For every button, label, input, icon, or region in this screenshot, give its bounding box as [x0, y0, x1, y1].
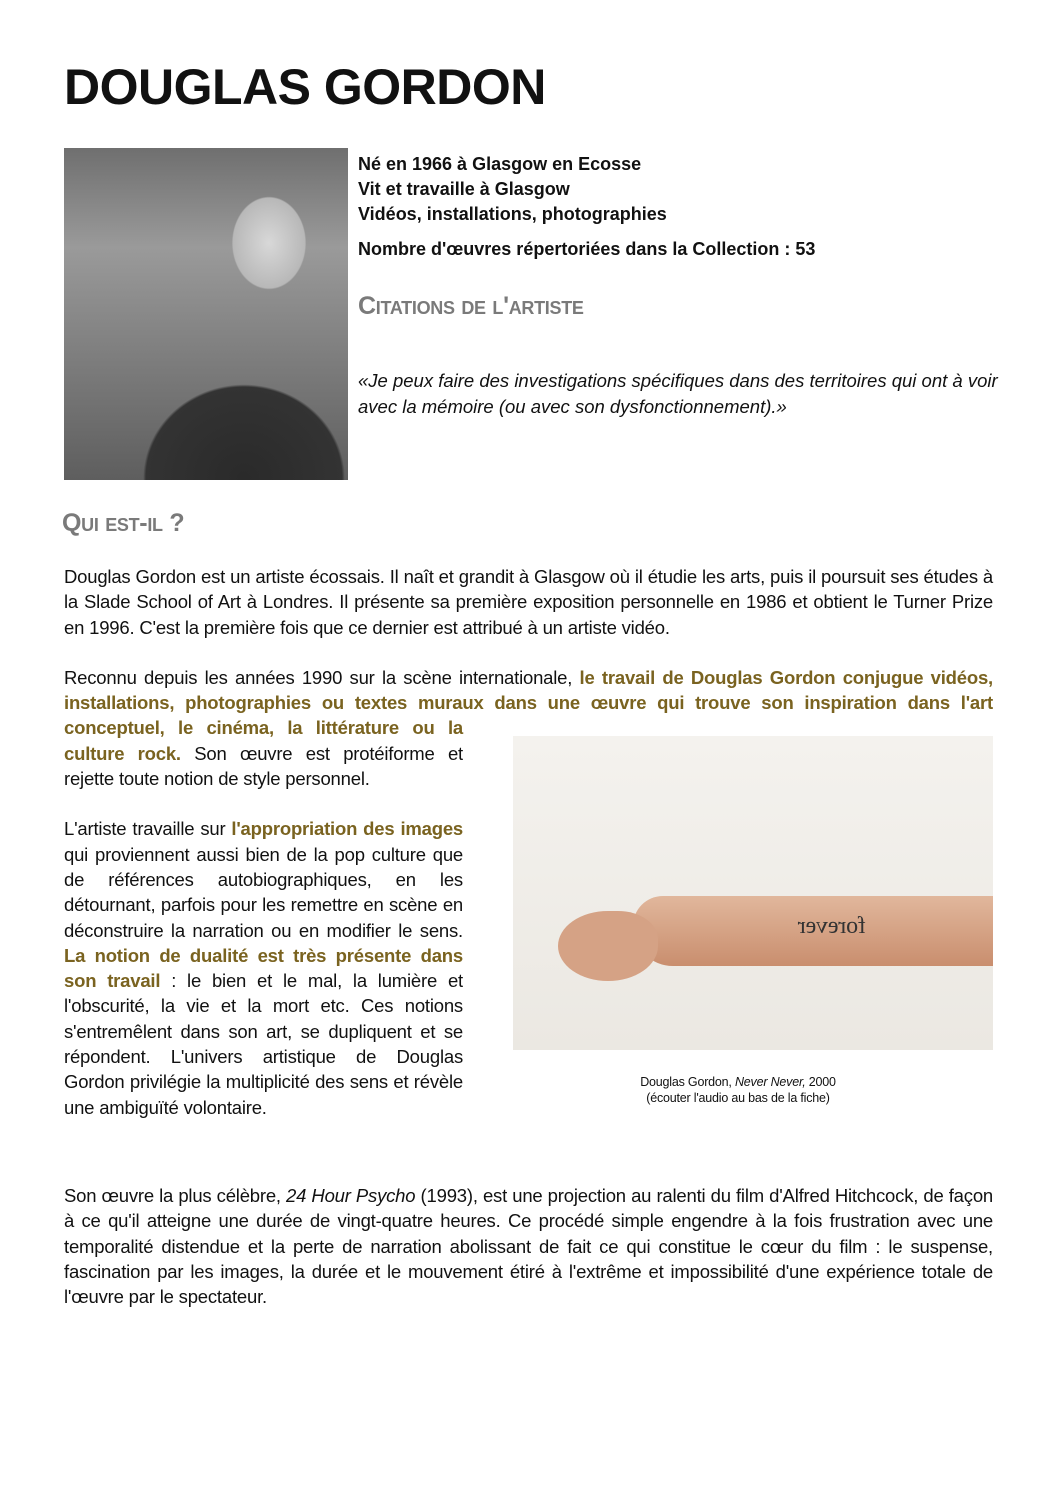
media-info: Vidéos, installations, photographies [358, 204, 667, 224]
artist-portrait-photo [64, 148, 348, 480]
citations-heading: Citations de l'artiste [358, 292, 584, 320]
artist-info [358, 152, 998, 262]
artist-quote: «Je peux faire des investigations spécifiques dans des territoires qui ont à voir avec la mémoire (ou avec son dysfonctionnement).» [358, 370, 998, 417]
highlighted-text: La notion de dualité est très présente dans son travail [64, 944, 463, 992]
collection-count: Nombre d'œuvres répertoriées dans la Collection : 53 [358, 239, 816, 259]
text: (1993), est une projection au ralenti du film d'Alfred Hitchcock, de façon à ce qu'il atteigne une durée de vingt-quatre heures. Ce procédé simple engendre à la fois frustration avec une temporalité distendue et la perte de narration abolissant de fait ce qui constitue le cœur du film : le suspense, fascination par les images, la durée et le mouvement étiré à l'extrême et impossibilité d'une expérience totale de l'œuvre par le spectateur. [64, 1184, 993, 1308]
residence-info: Vit et travaille à Glasgow [358, 179, 570, 199]
qui-est-il-heading: Qui est-il ? [62, 509, 185, 537]
caption-note: (écouter l'audio au bas de la fiche) [646, 1090, 830, 1105]
artwork-image-never-never [513, 736, 993, 1050]
artwork-caption [483, 1074, 993, 1106]
text: Son œuvre la plus célèbre, [64, 1184, 287, 1206]
text: Reconnu depuis les années 1990 sur la scène internationale, [64, 666, 580, 688]
highlighted-text: l'appropriation des images [231, 818, 463, 840]
artwork-figure [483, 736, 993, 1106]
text: L'artiste travaille sur [64, 818, 232, 840]
highlighted-text: le travail de Douglas Gordon conjugue vidéos, installations, photographies ou textes muraux dans une œuvre qui trouve son inspiration dans l'art conceptuel, le cinéma, la littérature ou la culture rock. [64, 666, 993, 764]
caption-author: Douglas Gordon, [640, 1074, 735, 1089]
caption-year: 2000 [805, 1074, 836, 1089]
caption-title: Never Never, [734, 1074, 806, 1089]
text: qui proviennent aussi bien de la pop culture que de références autobiographiques, en les détournant, parfois pour les remettre en scène en déconstruire la narration ou en modifier le sens. [64, 843, 463, 941]
paragraph-24-hour-psycho [64, 1145, 993, 1309]
biography-body [64, 564, 993, 1334]
paragraph-intro: Douglas Gordon est un artiste écossais. Il naît et grandit à Glasgow où il étudie les arts, puis il poursuit ses études à la Slade School of Art à Londres. Il présente sa première exposition personnelle en 1986 et obtient le Turner Prize en 1996. C'est la première fois que ce dernier est attribué à un artiste vidéo. [64, 566, 993, 638]
text: : le bien et le mal, la lumière et l'obscurité, la vie et la mort etc. Ces notions s'entremêlent dans son art, se dupliquent et se répondent. L'univers artistique de Douglas Gordon privilégie la multiplicité des sens et révèle une ambiguïté volontaire. [64, 970, 463, 1118]
tattoo-text: forever [798, 912, 866, 939]
page-title: DOUGLAS GORDON [64, 59, 546, 115]
birth-info: Né en 1966 à Glasgow en Ecosse [358, 154, 642, 174]
text: Son œuvre est protéiforme et rejette toute notion de style personnel. [64, 742, 463, 790]
artwork-title: 24 Hour Psycho [286, 1184, 416, 1206]
